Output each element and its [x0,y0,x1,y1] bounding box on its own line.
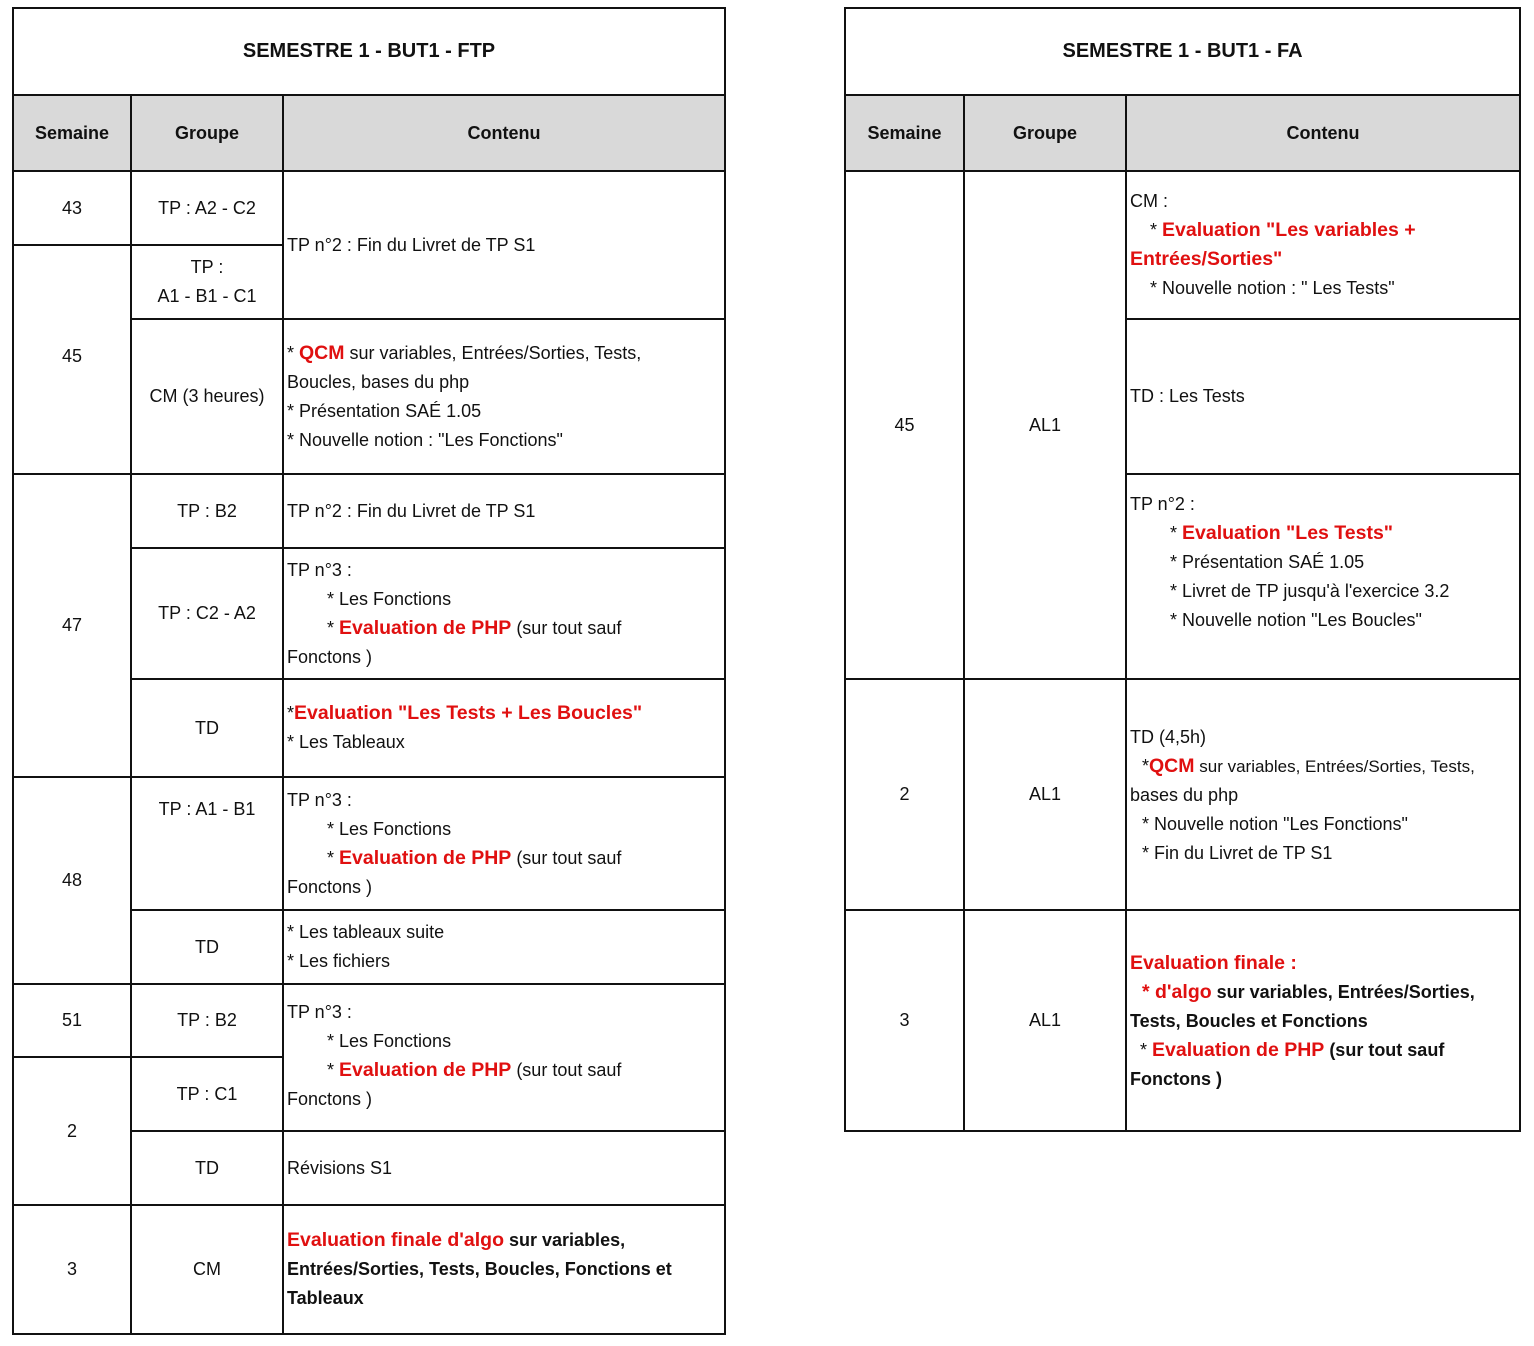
header-label: Semaine [34,122,110,143]
highlight-text: Entrées/Sorties" [1130,248,1283,270]
content-cell [282,473,726,549]
week-cell [12,983,132,1058]
column-header-contenu [1125,94,1521,172]
group-cell [130,983,284,1058]
highlight-text: Evaluation finale d'algo [287,1229,505,1251]
content-line: TP n°2 : Fin du Livret de TP S1 [287,234,536,255]
content-line: * Les fichiers [287,951,391,971]
content-cell [282,678,726,778]
group-value: TP : B2 [177,1010,237,1030]
content-text: (sur tout sauf [1324,1040,1445,1060]
header-label: Contenu [1286,122,1360,143]
content-line: * Nouvelle notion : "Les Fonctions" [287,429,563,450]
content-line: * Présentation SAÉ 1.05 [1170,552,1365,572]
week-value: 3 [899,1010,910,1030]
content-text: sur variables, Entrées/Sorties, Tests, [344,342,642,363]
content-line [287,1056,720,1085]
content-line: Tableaux [287,1288,364,1308]
content-line: TP n°3 : [287,559,352,580]
group-value: TP : C2 - A2 [158,603,256,623]
week-cell [12,170,132,246]
column-header-contenu [282,94,726,172]
content-line [287,844,720,873]
week-cell [12,1204,132,1335]
group-cell [130,678,284,778]
group-value: TP : A1 - B1 [158,799,256,819]
group-value: A1 - B1 - C1 [157,286,257,306]
content-line: * Nouvelle notion : " Les Tests" [1150,278,1395,298]
week-value: 45 [61,346,83,366]
bullet-text: * [1140,1040,1153,1060]
content-cell [282,983,726,1132]
week-value: 45 [894,414,915,435]
content-line: * Fin du Livret de TP S1 [1142,843,1333,863]
content-cell [1125,909,1521,1132]
content-cell [1125,318,1521,475]
week-value: 48 [61,870,83,890]
content-line: TP n°2 : [1130,494,1195,514]
header-label: Groupe [1012,122,1077,143]
week-cell [12,1056,132,1206]
column-header-semaine [844,94,965,172]
content-line: Fonctons ) [1130,1069,1222,1089]
group-cell [963,678,1127,911]
group-value: TP : [190,257,224,277]
highlight-text: Evaluation de PHP [339,1059,512,1081]
highlight-text: Evaluation "Les Tests + Les Boucles" [294,702,643,724]
header-label: Semaine [867,122,942,143]
group-cell [130,1204,284,1335]
group-value: TD [195,936,219,957]
content-line: * Présentation SAÉ 1.05 [287,400,482,421]
column-header-groupe [130,94,284,172]
group-value: AL1 [1028,1010,1062,1030]
content-line: * Les Fonctions [327,818,452,839]
group-cell [963,909,1127,1132]
group-cell [130,1056,284,1132]
highlight-text: Evaluation de PHP [339,616,512,639]
group-cell [130,244,284,320]
content-cell [1125,170,1521,320]
content-cell [282,318,726,475]
bullet-text: * [1170,523,1183,543]
group-cell [130,547,284,680]
highlight-text: QCM [1149,755,1195,777]
content-line: Tests, Boucles et Fonctions [1130,1011,1368,1031]
content-line [1130,978,1515,1007]
bullet-text: * [327,847,340,868]
week-value: 43 [61,197,83,218]
highlight-text: QCM [299,341,345,364]
group-cell [130,170,284,246]
group-value: CM [193,1259,221,1279]
group-value: TP : A2 - C2 [158,197,256,218]
content-line: Fonctons ) [287,876,373,897]
group-cell [963,170,1127,680]
group-cell [130,318,284,475]
content-text: sur variables, Entrées/Sorties, Tests, [1194,757,1475,776]
content-cell [282,776,726,911]
content-cell [282,1204,726,1335]
highlight-text: Evaluation de PHP [1152,1039,1325,1061]
content-line [287,699,720,728]
week-cell [844,678,965,911]
highlight-text: Evaluation de PHP [339,846,512,869]
content-line: CM : [1130,191,1168,211]
content-line [1130,752,1515,781]
bullet-text: * [1142,756,1150,776]
group-cell [130,776,284,911]
highlight-text: * d'algo [1142,981,1212,1003]
content-line: * Les Fonctions [327,588,452,609]
group-value: AL1 [1028,784,1062,804]
content-text: (sur tout sauf [511,1060,622,1080]
content-cell [282,170,726,320]
week-value: 47 [61,615,83,635]
content-line: TD : Les Tests [1130,386,1245,406]
header-label: Contenu [467,122,541,143]
group-cell [130,909,284,985]
content-line: TD (4,5h) [1130,727,1207,747]
week-cell [844,170,965,680]
bullet-text: * [327,1060,340,1080]
bullet-text: * [1150,220,1163,240]
content-text: sur variables, Entrées/Sorties, [1211,982,1475,1002]
content-line [1130,216,1515,245]
content-line: Fonctons ) [287,646,373,667]
content-text: (sur tout sauf [511,617,622,638]
content-line [287,1226,720,1255]
group-value: AL1 [1028,414,1062,435]
content-line: * Les tableaux suite [287,922,445,942]
content-line: * Nouvelle notion "Les Boucles" [1170,610,1422,630]
content-line: TP n°2 : Fin du Livret de TP S1 [287,500,536,521]
bullet-text: * [287,342,300,363]
content-text: sur variables, [504,1230,626,1250]
content-line [287,339,720,368]
group-cell [130,1130,284,1206]
content-line: * Livret de TP jusqu'à l'exercice 3.2 [1170,581,1450,601]
week-value: 3 [66,1259,77,1279]
content-line: Boucles, bases du php [287,371,470,392]
content-line [1130,519,1515,548]
week-cell [12,473,132,778]
group-cell [130,473,284,549]
week-cell [12,244,132,475]
table-title [12,7,726,96]
content-cell [282,547,726,680]
group-value: TP : C1 [176,1083,238,1104]
week-value: 2 [66,1120,77,1141]
group-value: CM (3 heures) [149,386,265,406]
group-value: TP : B2 [177,500,237,521]
content-cell [282,909,726,985]
group-value: TD [195,1157,219,1178]
table-title-text: SEMESTRE 1 - BUT1 - FA [1062,40,1303,62]
content-line [1130,1036,1515,1065]
content-line: bases du php [1130,785,1239,805]
content-line: * Les Tableaux [287,732,405,752]
content-line: * Les Fonctions [327,1031,452,1051]
content-line: Révisions S1 [287,1157,393,1178]
content-line: Entrées/Sorties, Tests, Boucles, Fonctions et [287,1259,672,1279]
content-line: TP n°3 : [287,789,352,810]
highlight-text: Evaluation "Les variables + [1162,219,1416,241]
column-header-semaine [12,94,132,172]
content-line [287,614,720,643]
header-label: Groupe [174,122,239,143]
table-title-text: SEMESTRE 1 - BUT1 - FTP [242,40,496,62]
week-value: 2 [899,784,910,804]
bullet-text: * [287,703,295,723]
content-line: Fonctons ) [287,1089,373,1109]
week-cell [12,776,132,985]
bullet-text: * [327,617,340,638]
group-value: TD [195,717,219,738]
content-cell [282,1130,726,1206]
content-line: TP n°3 : [287,1002,352,1022]
content-cell [1125,678,1521,911]
week-value: 51 [61,1010,83,1030]
highlight-text: Evaluation finale : [1130,952,1297,974]
highlight-text: Evaluation "Les Tests" [1182,522,1394,544]
column-header-groupe [963,94,1127,172]
week-cell [844,909,965,1132]
content-cell [1125,473,1521,680]
table-title [844,7,1521,96]
content-line: * Nouvelle notion "Les Fonctions" [1142,814,1408,834]
content-text: (sur tout sauf [511,847,622,868]
